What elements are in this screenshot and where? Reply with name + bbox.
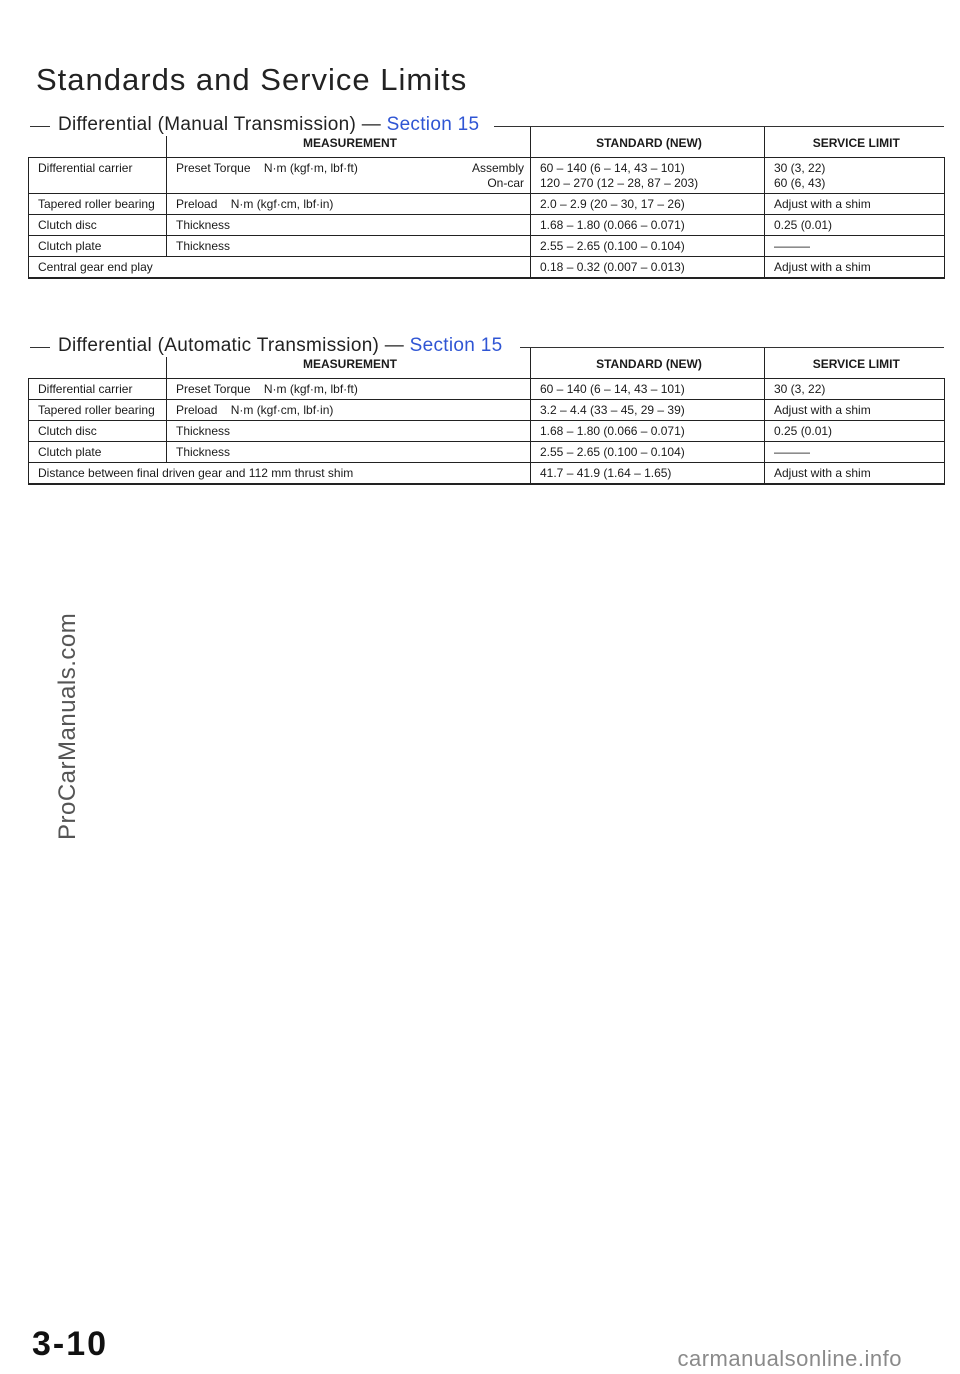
table-row bbox=[29, 400, 945, 421]
measurement-cell bbox=[167, 158, 531, 194]
section-link[interactable]: Section 15 bbox=[409, 335, 503, 356]
spec-table-manual bbox=[28, 126, 945, 279]
standard-cell: 0.18 – 0.32 (0.007 – 0.013) bbox=[531, 257, 765, 279]
table-row bbox=[29, 158, 945, 194]
section-title-text: Differential (Manual Transmission) — bbox=[58, 114, 387, 135]
standard-cell: 41.7 – 41.9 (1.64 – 1.65) bbox=[531, 463, 765, 485]
spec-table-automatic bbox=[28, 347, 945, 485]
table-row bbox=[29, 194, 945, 215]
standard-cell: 1.68 – 1.80 (0.066 – 0.071) bbox=[531, 215, 765, 236]
heading-rule-right bbox=[494, 126, 944, 127]
table-row bbox=[29, 257, 945, 279]
limit-cell: 0.25 (0.01) bbox=[765, 421, 945, 442]
limit-cell: ——— bbox=[765, 236, 945, 257]
footer-site: carmanualsonline.info bbox=[677, 1346, 902, 1371]
page-number: 3-10 bbox=[32, 1325, 109, 1363]
measurement-cell: Preset Torque N·m (kgf·m, lbf·ft) bbox=[167, 379, 531, 400]
section-title-text: Differential (Automatic Transmission) — bbox=[58, 335, 410, 356]
limit-cell: 30 (3, 22) bbox=[765, 379, 945, 400]
table-row bbox=[29, 379, 945, 400]
measurement-cell: Thickness bbox=[167, 442, 531, 463]
watermark: ProCarManuals.com bbox=[54, 612, 81, 840]
table-row bbox=[29, 463, 945, 485]
item-cell: Differential carrier bbox=[29, 158, 167, 194]
item-cell: Central gear end play bbox=[29, 257, 531, 279]
measurement-cell: Thickness bbox=[167, 236, 531, 257]
item-cell: Clutch disc bbox=[29, 215, 167, 236]
header-service-limit: SERVICE LIMIT bbox=[765, 347, 945, 379]
section-manual-transmission bbox=[28, 114, 944, 279]
item-cell: Clutch plate bbox=[29, 442, 167, 463]
item-cell: Tapered roller bearing bbox=[29, 194, 167, 215]
limit-cell: ——— bbox=[765, 442, 945, 463]
table-row bbox=[29, 215, 945, 236]
standard-cell: 60 – 140 (6 – 14, 43 – 101) bbox=[531, 379, 765, 400]
standard-cell: 2.0 – 2.9 (20 – 30, 17 – 26) bbox=[531, 194, 765, 215]
item-cell: Differential carrier bbox=[29, 379, 167, 400]
item-cell: Distance between final driven gear and 112 mm thrust shim bbox=[29, 463, 531, 485]
table-row bbox=[29, 421, 945, 442]
header-measurement: MEASUREMENT bbox=[167, 126, 531, 158]
heading-rule-right bbox=[520, 347, 944, 348]
limit-cell: Adjust with a shim bbox=[765, 257, 945, 279]
header-service-limit: SERVICE LIMIT bbox=[765, 126, 945, 158]
measurement-cell: Preload N·m (kgf·cm, lbf·in) bbox=[167, 400, 531, 421]
heading-rule-left bbox=[30, 347, 50, 348]
item-cell: Clutch disc bbox=[29, 421, 167, 442]
standard-cell: 60 – 140 (6 – 14, 43 – 101) 120 – 270 (12 – 28, 87 – 203) bbox=[531, 158, 765, 194]
standard-cell: 2.55 – 2.65 (0.100 – 0.104) bbox=[531, 442, 765, 463]
measurement-cell: Thickness bbox=[167, 421, 531, 442]
section-heading bbox=[28, 335, 944, 359]
table-row bbox=[29, 236, 945, 257]
section-heading bbox=[28, 114, 944, 138]
standard-cell: 1.68 – 1.80 (0.066 – 0.071) bbox=[531, 421, 765, 442]
section-automatic-transmission bbox=[28, 335, 944, 485]
header-standard: STANDARD (NEW) bbox=[531, 347, 765, 379]
header-standard: STANDARD (NEW) bbox=[531, 126, 765, 158]
measurement-cell: Thickness bbox=[167, 215, 531, 236]
item-cell: Clutch plate bbox=[29, 236, 167, 257]
limit-cell: 30 (3, 22) 60 (6, 43) bbox=[765, 158, 945, 194]
limit-cell: Adjust with a shim bbox=[765, 400, 945, 421]
measurement-text: Preset Torque N·m (kgf·m, lbf·ft) bbox=[176, 161, 358, 175]
heading-rule-left bbox=[30, 126, 50, 127]
standard-cell: 3.2 – 4.4 (33 – 45, 29 – 39) bbox=[531, 400, 765, 421]
limit-cell: Adjust with a shim bbox=[765, 463, 945, 485]
section-title bbox=[58, 114, 487, 136]
measurement-cell: Preload N·m (kgf·cm, lbf·in) bbox=[167, 194, 531, 215]
limit-cell: Adjust with a shim bbox=[765, 194, 945, 215]
section-link[interactable]: Section 15 bbox=[386, 114, 480, 135]
page-title: Standards and Service Limits bbox=[36, 62, 468, 97]
table-row bbox=[29, 442, 945, 463]
section-title bbox=[58, 335, 510, 357]
standard-cell: 2.55 – 2.65 (0.100 – 0.104) bbox=[531, 236, 765, 257]
header-measurement: MEASUREMENT bbox=[167, 347, 531, 379]
item-cell: Tapered roller bearing bbox=[29, 400, 167, 421]
limit-cell: 0.25 (0.01) bbox=[765, 215, 945, 236]
condition-text: Assembly On-car bbox=[471, 161, 524, 190]
